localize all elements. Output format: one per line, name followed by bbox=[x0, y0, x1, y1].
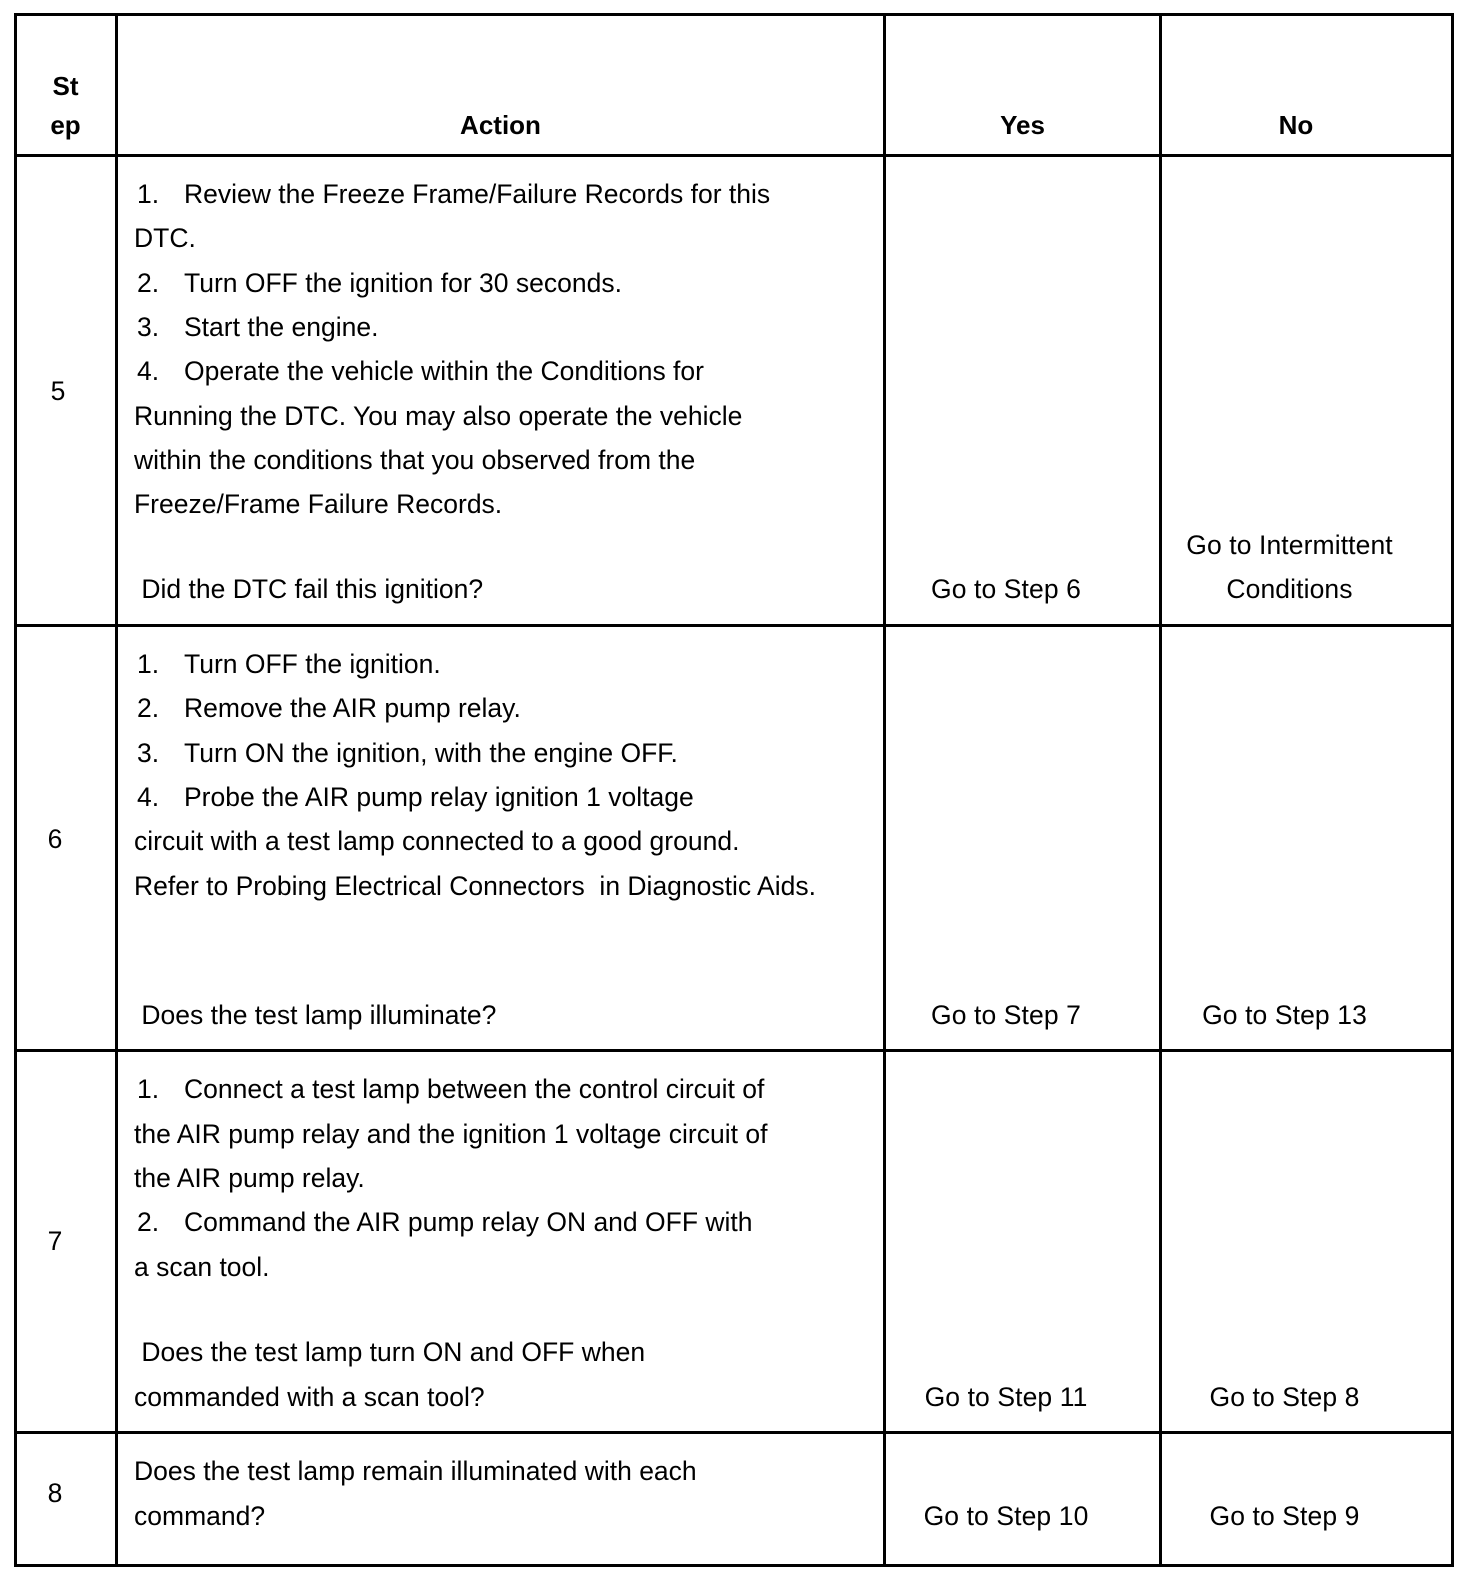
yes-link: Go to Step 7 bbox=[931, 1000, 1081, 1030]
item-number: 1. bbox=[137, 1074, 160, 1104]
item-number: 1. bbox=[137, 179, 160, 209]
row-divider-7 bbox=[14, 1431, 1454, 1434]
header-no: No bbox=[1278, 110, 1314, 140]
step-number: 8 bbox=[47, 1478, 63, 1508]
no-link: Go to Step 9 bbox=[1209, 1501, 1360, 1531]
item-text: Running the DTC. You may also operate the vehicle bbox=[134, 401, 743, 431]
header-yes: Yes bbox=[1000, 110, 1045, 140]
yes-link: Go to Step 10 bbox=[923, 1501, 1089, 1531]
item-number: 2. bbox=[137, 693, 160, 723]
action-line bbox=[134, 216, 196, 261]
action-line bbox=[134, 261, 622, 306]
column-divider-yes bbox=[1159, 13, 1162, 1567]
action-line bbox=[134, 394, 742, 439]
question-text: Does the test lamp illuminate? bbox=[134, 1000, 497, 1030]
action-line bbox=[134, 1112, 767, 1157]
question-line1: Does the test lamp remain illuminated with each bbox=[134, 1456, 697, 1486]
item-text: the AIR pump relay. bbox=[134, 1163, 365, 1193]
question-text: Did the DTC fail this ignition? bbox=[134, 574, 484, 604]
item-number: 4. bbox=[137, 356, 160, 386]
action-line bbox=[134, 775, 694, 820]
item-text: Command the AIR pump relay ON and OFF with bbox=[184, 1207, 753, 1237]
item-text: Turn ON the ignition, with the engine OFF. bbox=[184, 738, 678, 768]
item-text: a scan tool. bbox=[134, 1252, 270, 1282]
item-text: Probe the AIR pump relay ignition 1 voltage bbox=[184, 782, 694, 812]
question-line2: command? bbox=[134, 1501, 266, 1531]
header-action: Action bbox=[460, 110, 541, 140]
header-step-line1: St bbox=[52, 71, 79, 101]
no-link-line1: Go to Intermittent bbox=[1186, 530, 1393, 560]
action-line bbox=[134, 482, 502, 527]
yes-link: Go to Step 6 bbox=[931, 574, 1081, 604]
no-link-line2: Conditions bbox=[1226, 574, 1353, 604]
item-text: Start the engine. bbox=[184, 312, 379, 342]
item-text: Operate the vehicle within the Conditions for bbox=[184, 356, 704, 386]
action-line bbox=[134, 438, 695, 483]
item-text: DTC. bbox=[134, 223, 196, 253]
item-number: 4. bbox=[137, 782, 160, 812]
row-divider-6 bbox=[14, 1049, 1454, 1052]
action-line bbox=[134, 349, 704, 394]
item-number: 1. bbox=[137, 649, 160, 679]
question-line1: Does the test lamp turn ON and OFF when bbox=[134, 1337, 646, 1367]
yes-link: Go to Step 11 bbox=[924, 1382, 1088, 1412]
no-link: Go to Step 13 bbox=[1202, 1000, 1367, 1030]
item-text: Refer to Probing Electrical Connectors in Diagnostic Aids. bbox=[134, 871, 816, 901]
row-divider-header bbox=[14, 154, 1454, 157]
item-text: circuit with a test lamp connected to a good ground. bbox=[134, 826, 740, 856]
action-line bbox=[134, 819, 739, 864]
action-line bbox=[134, 1200, 753, 1245]
item-text: Review the Freeze Frame/Failure Records for this bbox=[184, 179, 771, 209]
item-number: 3. bbox=[137, 312, 160, 342]
item-text: within the conditions that you observed from the bbox=[134, 445, 696, 475]
action-line bbox=[134, 1156, 365, 1201]
action-line bbox=[134, 864, 816, 909]
action-line bbox=[134, 305, 378, 350]
item-text: Turn OFF the ignition. bbox=[184, 649, 441, 679]
header-step-line2: ep bbox=[50, 110, 81, 140]
item-number: 3. bbox=[137, 738, 160, 768]
column-divider-action bbox=[883, 13, 886, 1567]
row-divider-5 bbox=[14, 624, 1454, 627]
action-line bbox=[134, 1067, 764, 1112]
action-line bbox=[134, 731, 678, 776]
item-text: Remove the AIR pump relay. bbox=[184, 693, 521, 723]
item-number: 2. bbox=[137, 268, 160, 298]
item-text: Connect a test lamp between the control circuit of bbox=[184, 1074, 765, 1104]
action-line bbox=[134, 1245, 270, 1290]
step-number: 7 bbox=[47, 1226, 63, 1256]
question-line2: commanded with a scan tool? bbox=[134, 1382, 485, 1412]
item-text: Freeze/Frame Failure Records. bbox=[134, 489, 503, 519]
item-text: the AIR pump relay and the ignition 1 voltage circuit of bbox=[134, 1119, 768, 1149]
item-text: Turn OFF the ignition for 30 seconds. bbox=[184, 268, 622, 298]
action-line bbox=[134, 642, 441, 687]
step-number: 6 bbox=[47, 824, 63, 854]
action-line bbox=[134, 172, 770, 217]
no-link: Go to Step 8 bbox=[1209, 1382, 1360, 1412]
column-divider-step bbox=[115, 13, 118, 1567]
action-line bbox=[134, 686, 521, 731]
step-number: 5 bbox=[50, 376, 66, 406]
item-number: 2. bbox=[137, 1207, 160, 1237]
